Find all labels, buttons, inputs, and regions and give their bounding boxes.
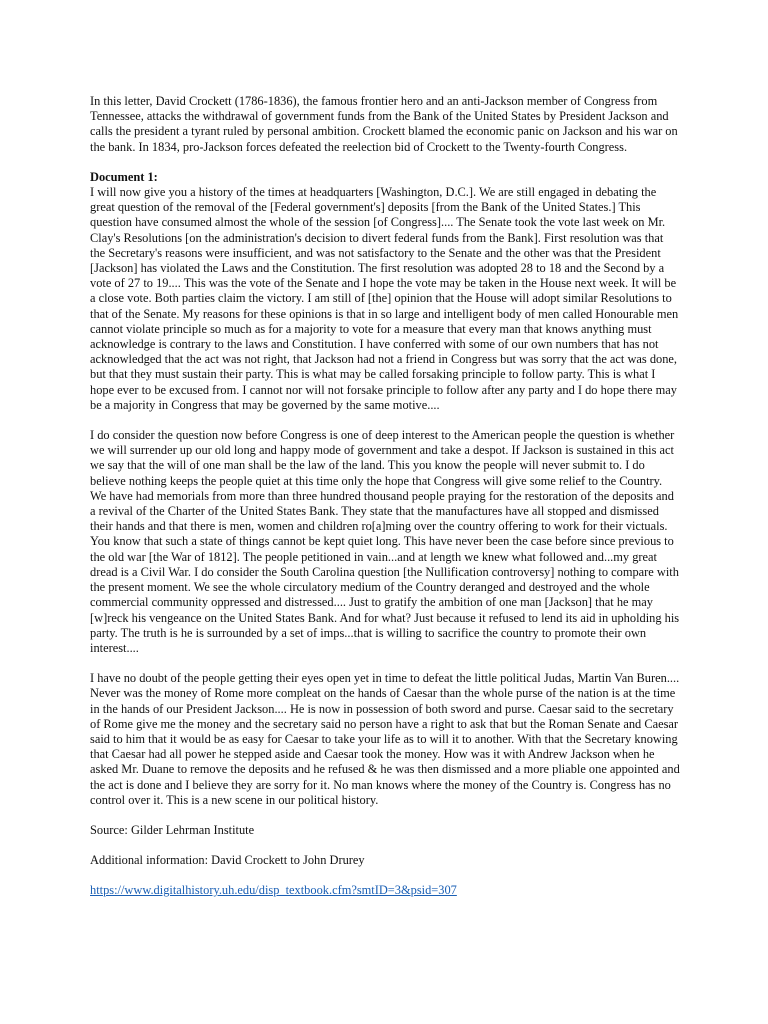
- document-1-section: [90, 170, 680, 413]
- body-paragraph-1: I will now give you a history of the times at headquarters [Washington, D.C.]. We are still engaged in debating the great question of the removal of the [Federal government's] deposits [from the Bank of the United States.] This question have consumed almost the whole of the session [of Congress].... The Senate took the vote last week on Mr. Clay's Resolutions [on the administration's decision to divert federal funds from the Bank]. First resolution was that the Secretary's reasons were insufficient, and was not satisfactory to the Senate and the other was that the President [Jackson] has violated the Laws and the Constitution. The first resolution was adopted 28 to 18 and the Second by a vote of 27 to 19.... This was the vote of the Senate and I hope the vote may be taken in the House next week. It will be a close vote. Both parties claim the victory. I am still of [the] opinion that the House will adopt similar Resolutions to that of the Senate. My reasons for these opinions is that in so large and intelligent body of men called Honourable men cannot violate principle so much as for a majority to vote for a measure that every man that knows anything must acknowledge is contrary to the laws and Constitution. I have conferred with some of our own numbers that has not acknowledged that the act was not right, that Jackson had not a friend in Congress but was sorry that the act was done, but that they must sustain their party. This is what may be called forsaking principle to follow party. This is what I hope ever to be excused from. I cannot nor will not forsake principle to follow after any party and I do hope there may be a majority in Congress that may be governed by the same motive....: [90, 185, 679, 412]
- source-line: Source: Gilder Lehrman Institute: [90, 822, 255, 837]
- intro-paragraph: In this letter, David Crockett (1786-1836), the famous frontier hero and an anti-Jackson member of Congress from Tennessee, attacks the withdrawal of government funds from the Bank of the United States by President Jackson and calls the president a tyrant ruled by personal ambition. Crockett blamed the economic panic on Jackson and his war on the bank. In 1834, pro-Jackson forces defeated the reelection bid of Crockett to the Twenty-fourth Congress.: [90, 94, 678, 154]
- document-heading: Document 1:: [90, 169, 158, 184]
- link-line: [90, 883, 680, 898]
- body-paragraph-3: I have no doubt of the people getting their eyes open yet in time to defeat the little political Judas, Martin Van Buren.... Never was the money of Rome more compleat on the hands of Caesar than the whole purse of the nation is at the time in the hands of our President Jackson.... He is now in possession of both sword and purse. Caesar said to the secretary of Rome give me the money and the secretary said no person have a right to ask that but the Roman Senate and Caesar said to him that it would be as easy for Caesar to take your life as to will it to another. With that the Secretary knowing that Caesar had all power he stepped aside and Caesar took the money. How was it with Andrew Jackson when he asked Mr. Duane to remove the deposits and he refused & he was then dismissed and a more pliable one appointed and the act is done and I believe they are sorry for it. No man knows where the money of the Country is. Congress has no control over it. This is a new scene in our political history.: [90, 671, 680, 807]
- source-link[interactable]: https://www.digitalhistory.uh.edu/disp_textbook.cfm?smtID=3&psid=307: [90, 883, 457, 898]
- body-paragraph-2: I do consider the question now before Congress is one of deep interest to the American people the question is whether we will surrender up our old long and happy mode of government and take a despot. If Jackson is sustained in this act we say that the will of one man shall be the law of the land. This you know the people will never submit to. I do believe nothing keeps the people quiet at this time only the hope that Congress will give some relief to the Country. We have had memorials from more than three hundred thousand people praying for the restoration of the deposits and a revival of the Charter of the United States Bank. They state that the manufactures have all stopped and dismissed their hands and that there is men, women and children ro[a]ming over the country offering to work for their victuals. You know that such a state of things cannot be kept quiet long. This have never been the case before since previous to the old war [the War of 1812]. The people petitioned in vain...and at length we knew what followed and...my great dread is a Civil War. I do consider the South Carolina question [the Nullification controversy] nothing to compare with the present moment. We see the whole circulatory medium of the Country deranged and destroyed and the whole commercial community oppressed and distressed.... Just to gratify the ambition of one man [Jackson] that he may [w]reck his vengeance on the United States Bank. And for what? Just because it refused to lend its aid in upholding his party. The truth is he is surrounded by a set of imps...that is willing to sacrifice the country to promote their own interest....: [90, 428, 680, 655]
- document-page: [90, 94, 680, 914]
- additional-info-line: Additional information: David Crockett to John Drurey: [90, 853, 365, 868]
